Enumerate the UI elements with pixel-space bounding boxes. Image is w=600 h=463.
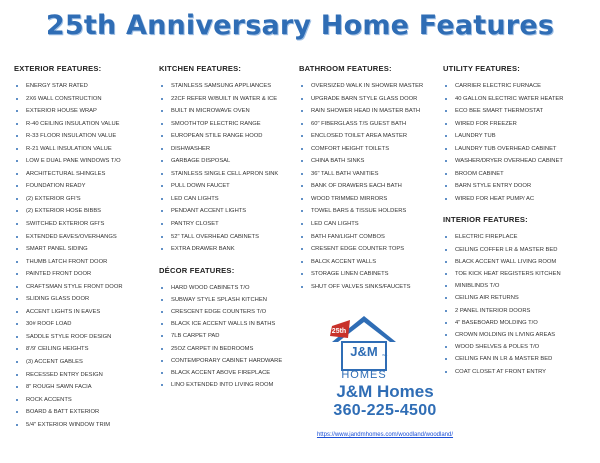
feature-item: CRESCENT EDGE COUNTERS T/O <box>159 306 297 318</box>
feature-item: 52" TALL OVERHEAD CABINETS <box>159 231 297 244</box>
feature-item: R-33 FLOOR INSULATION VALUE <box>14 130 154 143</box>
decor-features-heading: DÉCOR FEATURES: <box>159 265 235 275</box>
feature-item: 60" FIBERGLASS T/S GUEST BATH <box>299 118 439 131</box>
feature-item: ELECTRIC FIREPLACE <box>443 231 593 243</box>
feature-item: 36" TALL BATH VANITIES <box>299 168 439 181</box>
feature-item: GARBAGE DISPOSAL <box>159 155 297 168</box>
feature-item: ACCENT LIGHTS IN EAVES <box>14 306 154 319</box>
feature-item: WIRED FOR FREEZER <box>443 118 593 131</box>
feature-item: 2X6 WALL CONSTRUCTION <box>14 93 154 106</box>
feature-item: TOE KICK HEAT REGISTERS KITCHEN <box>443 268 593 280</box>
feature-item: COAT CLOSET AT FRONT ENTRY <box>443 366 593 378</box>
exterior-features-heading: EXTERIOR FEATURES: <box>14 64 102 73</box>
feature-item: BLACK ACCENT WALL LIVING ROOM <box>443 256 593 268</box>
feature-item: (3) ACCENT GABLES <box>14 356 154 369</box>
feature-item: BALCK ACCENT WALLS <box>299 256 439 269</box>
logo-badge-text: 25th <box>331 328 347 335</box>
feature-item: HARD WOOD CABINETS T/O <box>159 282 297 294</box>
feature-item: (2) EXTERIOR GFI'S <box>14 193 154 206</box>
feature-item: BUILT IN MICROWAVE OVEN <box>159 105 297 118</box>
feature-item: 8'/9' CEILING HEIGHTS <box>14 343 154 356</box>
feature-item: PAINTED FRONT DOOR <box>14 268 154 281</box>
feature-item: CRESENT EDGE COUNTER TOPS <box>299 243 439 256</box>
bathroom-features-heading: BATHROOM FEATURES: <box>299 64 392 73</box>
decor-features-section <box>159 266 297 392</box>
feature-item: 7LB CARPET PAD <box>159 330 297 342</box>
exterior-features-column <box>14 64 154 431</box>
feature-item: LAUNDRY TUB OVERHEAD CABINET <box>443 143 593 156</box>
feature-item: ARCHITECTURAL SHINGLES <box>14 168 154 181</box>
feature-item: LED CAN LIGHTS <box>299 218 439 231</box>
feature-item: WASHER/DRYER OVERHEAD CABINET <box>443 155 593 168</box>
feature-item: TOWEL BARS & TISSUE HOLDERS <box>299 205 439 218</box>
feature-item: R-40 CEILING INSULATION VALUE <box>14 118 154 131</box>
feature-item: SADDLE STYLE ROOF DESIGN <box>14 331 154 344</box>
phone-number: 360-225-4500 <box>333 402 437 419</box>
feature-item: WIRED FOR HEAT PUMP/ AC <box>443 193 593 206</box>
feature-item: PULL DOWN FAUCET <box>159 180 297 193</box>
logo-homes-text: HOMES <box>341 369 387 380</box>
utility-features-heading: UTILITY FEATURES: <box>443 64 520 73</box>
logo-mark-text: J&M <box>350 344 378 359</box>
feature-item: OVERSIZED WALK IN SHOWER MASTER <box>299 80 439 93</box>
feature-item: THUMB LATCH FRONT DOOR <box>14 256 154 269</box>
interior-features-heading: INTERIOR FEATURES: <box>443 215 528 225</box>
house-logo-icon <box>328 312 400 380</box>
brand-name: J&M Homes <box>336 382 434 401</box>
feature-item: STAINLESS SINGLE CELL APRON SINK <box>159 168 297 181</box>
feature-item: 40 GALLON ELECTRIC WATER HEATER <box>443 93 593 106</box>
feature-item: COMFORT HEIGHT TOILETS <box>299 143 439 156</box>
feature-item: SUBWAY STYLE SPLASH KITCHEN <box>159 294 297 306</box>
feature-item: DISHWASHER <box>159 143 297 156</box>
feature-item: CONTEMPORARY CABINET HARDWARE <box>159 355 297 367</box>
feature-item: CEILING FAN IN LR & MASTER BED <box>443 353 593 365</box>
feature-item: LED CAN LIGHTS <box>159 193 297 206</box>
feature-item: 5/4" EXTERIOR WINDOW TRIM <box>14 419 154 432</box>
feature-item: ENCLOSED TOILET AREA MASTER <box>299 130 439 143</box>
feature-item: ECO BEE SMART THERMOSTAT <box>443 105 593 118</box>
feature-item: 25OZ CARPET IN BEDROOMS <box>159 343 297 355</box>
interior-features-section <box>443 215 593 377</box>
feature-item: UPGRADE BARN STYLE GLASS DOOR <box>299 93 439 106</box>
page-title: 25th Anniversary Home Features <box>45 10 555 41</box>
feature-item: ENERGY STAR RATED <box>14 80 154 93</box>
feature-item: SWITCHED EXTERIOR GFI'S <box>14 218 154 231</box>
feature-item: BLACK ICE ACCENT WALLS IN BATHS <box>159 318 297 330</box>
feature-item: SMOOTHTOP ELECTRIC RANGE <box>159 118 297 131</box>
feature-item: PENDANT ACCENT LIGHTS <box>159 205 297 218</box>
feature-item: RECESSED ENTRY DESIGN <box>14 369 154 382</box>
feature-item: CEILING COFFER LR & MASTER BED <box>443 244 593 256</box>
feature-item: EXTRA DRAWER BANK <box>159 243 297 256</box>
feature-item: BARN STYLE ENTRY DOOR <box>443 180 593 193</box>
feature-item: BATH FAN/LIGHT COMBOS <box>299 231 439 244</box>
feature-item: CROWN MOLDING IN LIVING AREAS <box>443 329 593 341</box>
utility-features-list <box>443 80 593 205</box>
bathroom-features-column <box>299 64 439 293</box>
feature-item: CRAFTSMAN STYLE FRONT DOOR <box>14 281 154 294</box>
utility-features-column <box>443 64 593 378</box>
feature-item: EXTENDED EAVES/OVERHANGS <box>14 231 154 244</box>
feature-item: MINIBLINDS T/O <box>443 280 593 292</box>
company-logo <box>328 312 400 380</box>
feature-item: ROCK ACCENTS <box>14 394 154 407</box>
feature-item: SMART PANEL SIDING <box>14 243 154 256</box>
feature-item: BROOM CABINET <box>443 168 593 181</box>
interior-features-list <box>443 231 593 377</box>
feature-item: LAUNDRY TUB <box>443 130 593 143</box>
feature-item: 8" ROUGH SAWN FACIA <box>14 381 154 394</box>
logo-inc-text: INC. <box>382 353 388 357</box>
feature-item: WOOD TRIMMED MIRRORS <box>299 193 439 206</box>
feature-item: EUROPEAN STILE RANGE HOOD <box>159 130 297 143</box>
feature-item: (2) EXTERIOR HOSE BIBBS <box>14 205 154 218</box>
feature-item: 30# ROOF LOAD <box>14 318 154 331</box>
feature-item: 2 PANEL INTERIOR DOORS <box>443 305 593 317</box>
kitchen-features-column <box>159 64 297 391</box>
feature-item: EXTERIOR HOUSE WRAP <box>14 105 154 118</box>
bathroom-features-list <box>299 80 439 293</box>
feature-item: SLIDING GLASS DOOR <box>14 293 154 306</box>
feature-item: 22CF REFER W/BUILT IN WATER & ICE <box>159 93 297 106</box>
feature-item: STAINLESS SAMSUNG APPLIANCES <box>159 80 297 93</box>
kitchen-features-list <box>159 80 297 256</box>
feature-item: 4" BASEBOARD MOLDING T/O <box>443 317 593 329</box>
feature-item: BANK OF DRAWERS EACH BATH <box>299 180 439 193</box>
feature-item: SHUT OFF VALVES SINKS/FAUCETS <box>299 281 439 294</box>
feature-item: FOUNDATION READY <box>14 180 154 193</box>
decor-features-list <box>159 282 297 392</box>
feature-item: CARRIER ELECTRIC FURNACE <box>443 80 593 93</box>
feature-item: BLACK ACCENT ABOVE FIREPLACE <box>159 367 297 379</box>
website-link[interactable]: https://www.jandmhomes.com/woodland/woodland/ <box>316 432 454 438</box>
feature-item: LINO EXTENDED INTO LIVING ROOM <box>159 379 297 391</box>
feature-item: STORAGE LINEN CABINETS <box>299 268 439 281</box>
exterior-features-list <box>14 80 154 431</box>
feature-item: CEILING AIR RETURNS <box>443 292 593 304</box>
feature-item: BOARD & BATT EXTERIOR <box>14 406 154 419</box>
feature-item: R-21 WALL INSULATION VALUE <box>14 143 154 156</box>
feature-item: LOW E DUAL PANE WINDOWS T/O <box>14 155 154 168</box>
feature-item: PANTRY CLOSET <box>159 218 297 231</box>
feature-item: WOOD SHELVES & POLES T/O <box>443 341 593 353</box>
feature-item: CHINA BATH SINKS <box>299 155 439 168</box>
feature-item: RAIN SHOWER HEAD IN MASTER BATH <box>299 105 439 118</box>
kitchen-features-heading: KITCHEN FEATURES: <box>159 64 242 73</box>
